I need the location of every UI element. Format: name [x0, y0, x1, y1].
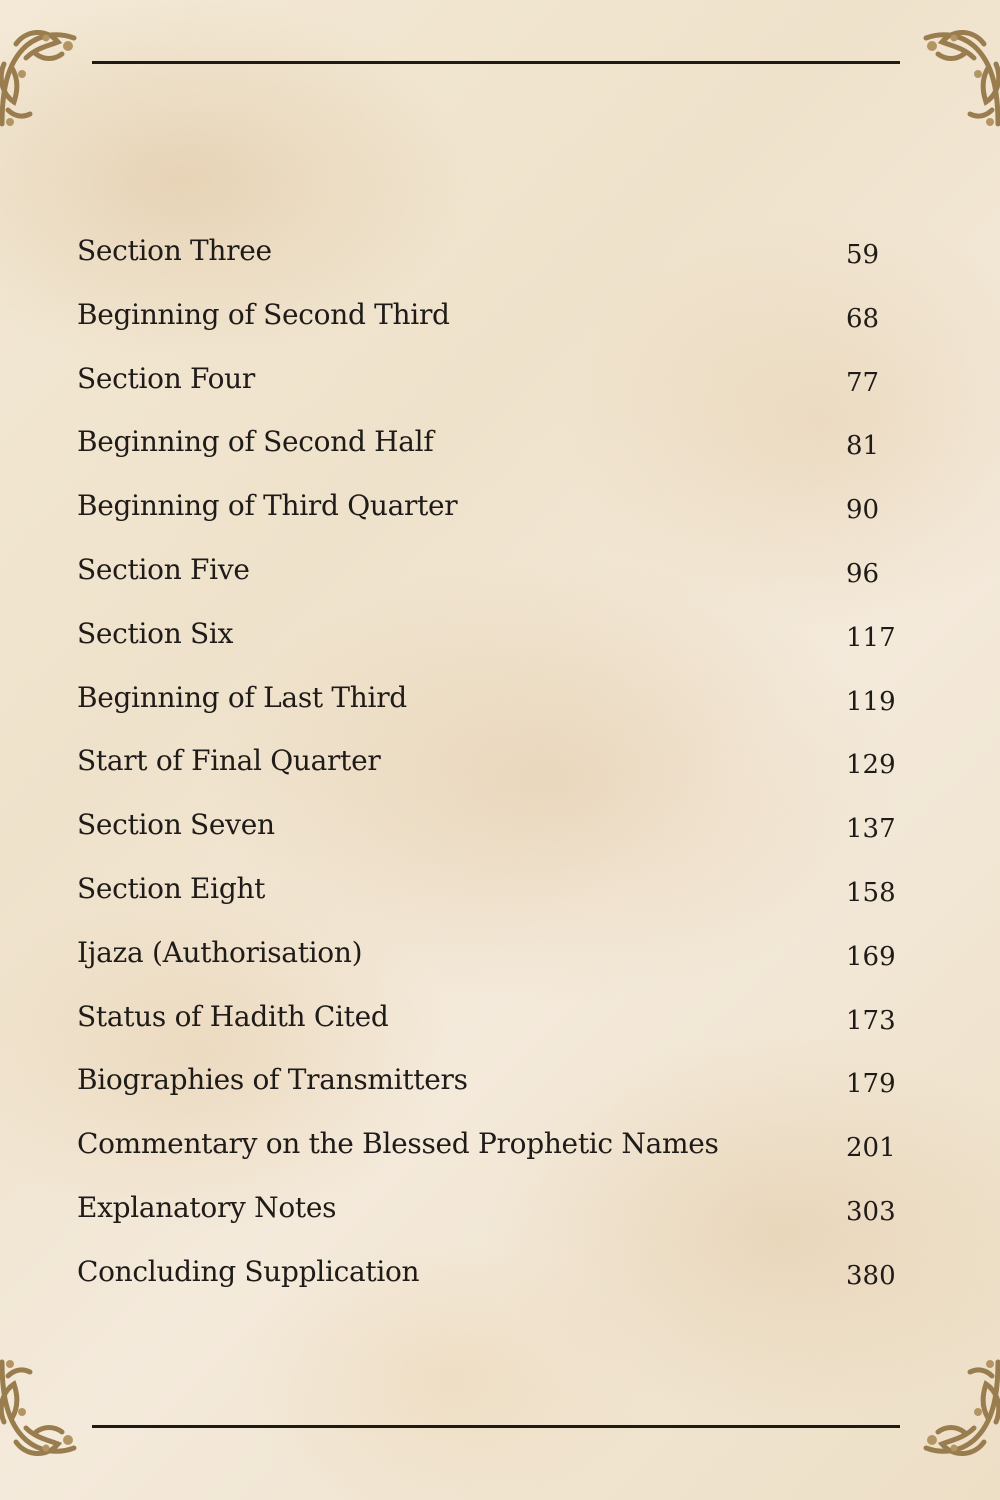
toc-entry-title: Section Seven	[77, 808, 275, 842]
toc-entry	[0, 1245, 1000, 1309]
toc-entry-title: Commentary on the Blessed Prophetic Names	[77, 1127, 719, 1161]
toc-entry-page-number: 129	[846, 750, 896, 781]
top-rule	[92, 61, 900, 64]
toc-entry-title: Status of Hadith Cited	[77, 999, 389, 1033]
floral-corner-ornament-icon	[918, 1352, 1000, 1462]
toc-entry	[0, 1181, 1000, 1245]
toc-entry	[0, 607, 1000, 671]
toc-entry	[0, 671, 1000, 735]
floral-corner-ornament-icon	[918, 24, 1000, 134]
toc-entry-page-number: 59	[846, 240, 880, 270]
toc-entry-page-number: 173	[846, 1005, 896, 1036]
toc-entry	[0, 415, 1000, 479]
toc-entry-page-number: 380	[846, 1260, 896, 1291]
bottom-rule	[92, 1425, 900, 1428]
toc-entry-title: Explanatory Notes	[77, 1190, 337, 1224]
toc-entry-page-number: 137	[846, 814, 896, 845]
toc-entry	[0, 543, 1000, 607]
floral-corner-ornament-icon	[0, 1352, 82, 1462]
toc-entry-title: Section Four	[77, 361, 256, 395]
toc-entry-page-number: 303	[846, 1196, 896, 1227]
toc-entry-title: Biographies of Transmitters	[77, 1063, 468, 1097]
toc-entry	[0, 798, 1000, 862]
toc-entry	[0, 479, 1000, 543]
toc-entry-page-number: 179	[846, 1069, 896, 1100]
toc-entry-title: Beginning of Second Third	[77, 297, 450, 331]
toc-entry-title: Section Six	[77, 616, 234, 650]
toc-entry	[0, 1053, 1000, 1117]
toc-entry-page-number: 158	[846, 877, 896, 908]
toc-entry	[0, 288, 1000, 352]
toc-entry-page-number: 68	[846, 303, 880, 334]
toc-entry-title: Section Five	[77, 552, 250, 586]
toc-entry-page-number: 81	[846, 431, 880, 462]
toc-entry	[0, 862, 1000, 926]
toc-entry-page-number: 90	[846, 495, 880, 526]
toc-entry-page-number: 96	[846, 558, 880, 589]
toc-entry	[0, 926, 1000, 990]
toc-entry	[0, 990, 1000, 1054]
toc-entry-title: Start of Final Quarter	[77, 744, 381, 778]
toc-entry	[0, 224, 1000, 288]
toc-entry-title: Ijaza (Authorisation)	[77, 935, 363, 969]
toc-entry-title: Beginning of Last Third	[77, 680, 407, 714]
floral-corner-ornament-icon	[0, 24, 82, 134]
toc-entry-title: Section Eight	[77, 871, 266, 905]
toc-entry-page-number: 77	[846, 367, 880, 398]
toc-entry-title: Beginning of Third Quarter	[77, 489, 458, 523]
toc-entry-page-number: 169	[846, 941, 896, 972]
toc-entry-page-number: 117	[846, 622, 896, 653]
toc-entry	[0, 352, 1000, 416]
toc-entry-title: Section Three	[77, 234, 272, 267]
toc-entry-title: Beginning of Second Half	[77, 425, 434, 459]
toc-entry-title: Concluding Supplication	[77, 1254, 420, 1288]
toc-entry-page-number: 119	[846, 686, 896, 717]
toc-entry	[0, 1117, 1000, 1181]
toc-entry-page-number: 201	[846, 1133, 896, 1164]
toc-entry	[0, 734, 1000, 798]
table-of-contents	[0, 224, 1000, 1309]
